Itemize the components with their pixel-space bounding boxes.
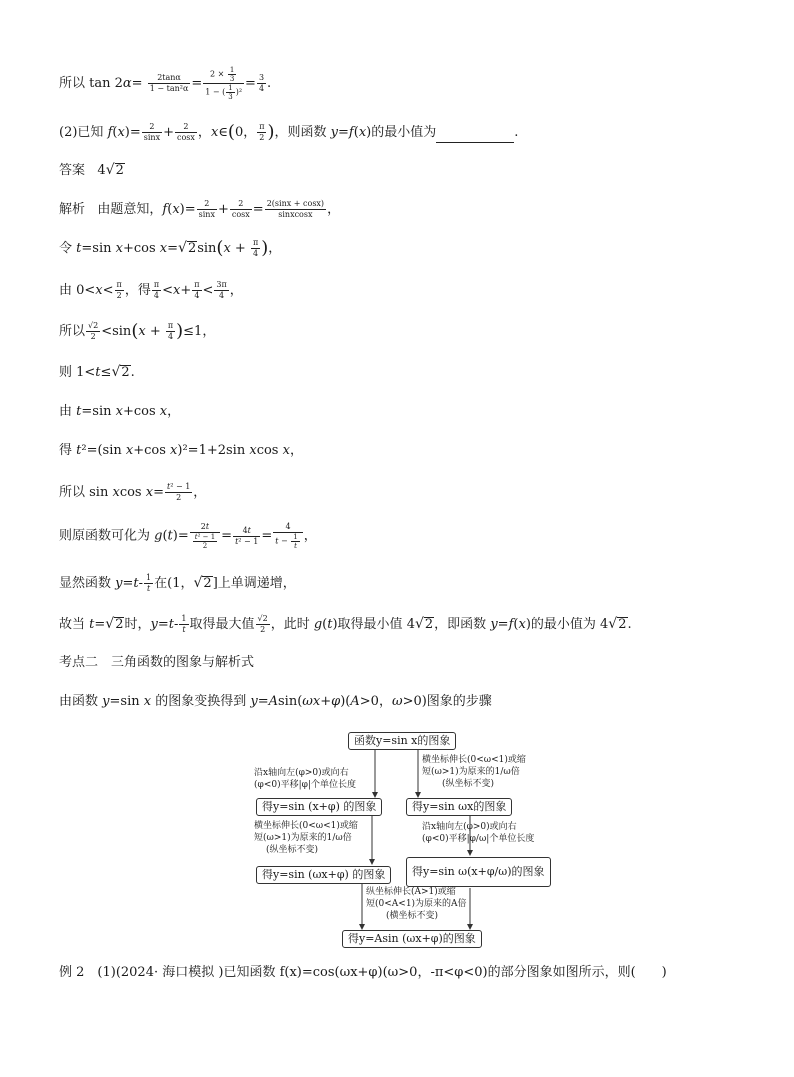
flow-bottom-box: 得y=Asin (ωx+φ)的图象 xyxy=(342,930,482,948)
tan-line: 所以 tan 2α= $\frac{2\tan\alpha}{\text{1 − tan²α}}$ = 2 × $\frac{1}{3}$ 1 − ( $\frac{1}{3}$ )² = $\frac{3}{4}$ . xyxy=(59,66,272,101)
line-t-def: 令 t=sin x+cos x=√2sin(x + $\frac{\pi}{4}$ )， xyxy=(59,237,282,259)
flow-bottom-note: 纵坐标伸长(A>1)或缩 短(0<A<1)为原来的A倍 (横坐标不变) xyxy=(366,887,467,921)
tan-frac-2: 2 × $\frac{1}{3}$ 1 − ( $\frac{1}{3}$ )² xyxy=(205,66,243,101)
tan-result: $\frac{3}{4}$ xyxy=(258,73,265,93)
line-g: 则原函数可化为 g(t)= $\frac{2t}{\frac{\text{t² − 1}}{2}}$ = $\frac{4t}{\text{t² − 1}}$ = 4 t − $\frac{1}{t}$ ， xyxy=(59,522,317,550)
flow-top-box: 函数y=sin x的图象 xyxy=(348,732,456,750)
question-2: (2)已知 f(x)= $\frac{2}{\sin x}$ + $\frac{2}{\cos x}$ ，x∈(0， $\frac{\pi}{2}$ )，则函数 y=f(x)的最小值为 . xyxy=(59,121,519,143)
line-square: 得 t²=(sin x+cos x)²=1+2sin xcos x， xyxy=(59,443,303,458)
flow-left-box-1: 得y=sin (x+φ) 的图象 xyxy=(256,798,382,816)
section-title: 考点二 三角函数的图象与解析式 xyxy=(59,655,255,670)
flow-left-note-1: 沿x轴向左(φ>0)或向右 (φ<0)平移|φ|个单位长度 xyxy=(254,768,356,790)
flow-right-box-2: 得y=sin ω(x+φ/ω)的图象 xyxy=(406,857,551,887)
flow-right-box-1: 得y=sin ωx的图象 xyxy=(406,798,512,816)
flow-left-box-2: 得y=sin (ωx+φ) 的图象 xyxy=(256,866,391,884)
line-range-2: 所以 $\frac{√2}{2}$ <sin(x + $\frac{\pi}{4}$ )≤1， xyxy=(59,320,216,342)
line-conclusion: 故当 t=√2时，y=t- $\frac{1}{t}$ 取得最大值 $\frac{√2}{2}$ ，此时 g(t)取得最小值 4√2，即函数 y=f(x)的最小值为 4√2. xyxy=(59,614,632,634)
example-2: 例 2 (1)(2024· 海口模拟 )已知函数 f(x)=cos(ωx+φ)(ω>0，-π<φ<0)的部分图象如图所示，则( ) xyxy=(59,965,667,980)
line-product: 所以 sin xcos x= $\frac{\text{t² − 1}}{2}$ ， xyxy=(59,482,207,502)
line-range-1: 由 0<x< $\frac{\pi}{2}$ ，得 $\frac{\pi}{4}$ <x+ $\frac{\pi}{4}$ < $\frac{3\pi}{4}$ ， xyxy=(59,280,243,300)
section-intro: 由函数 y=sin x 的图象变换得到 y=Asin(ωx+φ)(A>0，ω>0)图象的步骤 xyxy=(59,694,492,709)
tan-frac-1: $\frac{2\tan\alpha}{\text{1 − tan²α}}$ xyxy=(149,73,189,93)
line-t-restate: 由 t=sin x+cos x， xyxy=(59,404,181,419)
answer-line: 答案 4√2 xyxy=(59,162,124,178)
flow-right-note-1: 横坐标伸长(0<ω<1)或缩 短(ω>1)为原来的1/ω倍 (纵坐标不变) xyxy=(422,755,526,789)
line-monotonic: 显然函数 y=t- $\frac{1}{t}$ 在(1，√2]上单调递增， xyxy=(59,573,296,593)
line-t-range: 则 1<t≤√2. xyxy=(59,364,135,380)
flow-right-note-2: 沿x轴向左(φ>0)或向右 (φ<0)平移|φ/ω|个单位长度 xyxy=(422,822,535,844)
analysis-line-1: 解析 由题意知，f(x)= $\frac{2}{\sin x}$ + $\frac{2}{\cos x}$ = $\frac{2(\sin x + \cos x)}{\text{sinxcosx}}$ ， xyxy=(59,199,341,219)
flow-left-note-2: 横坐标伸长(0<ω<1)或缩 短(ω>1)为原来的1/ω倍 (纵坐标不变) xyxy=(254,821,358,855)
